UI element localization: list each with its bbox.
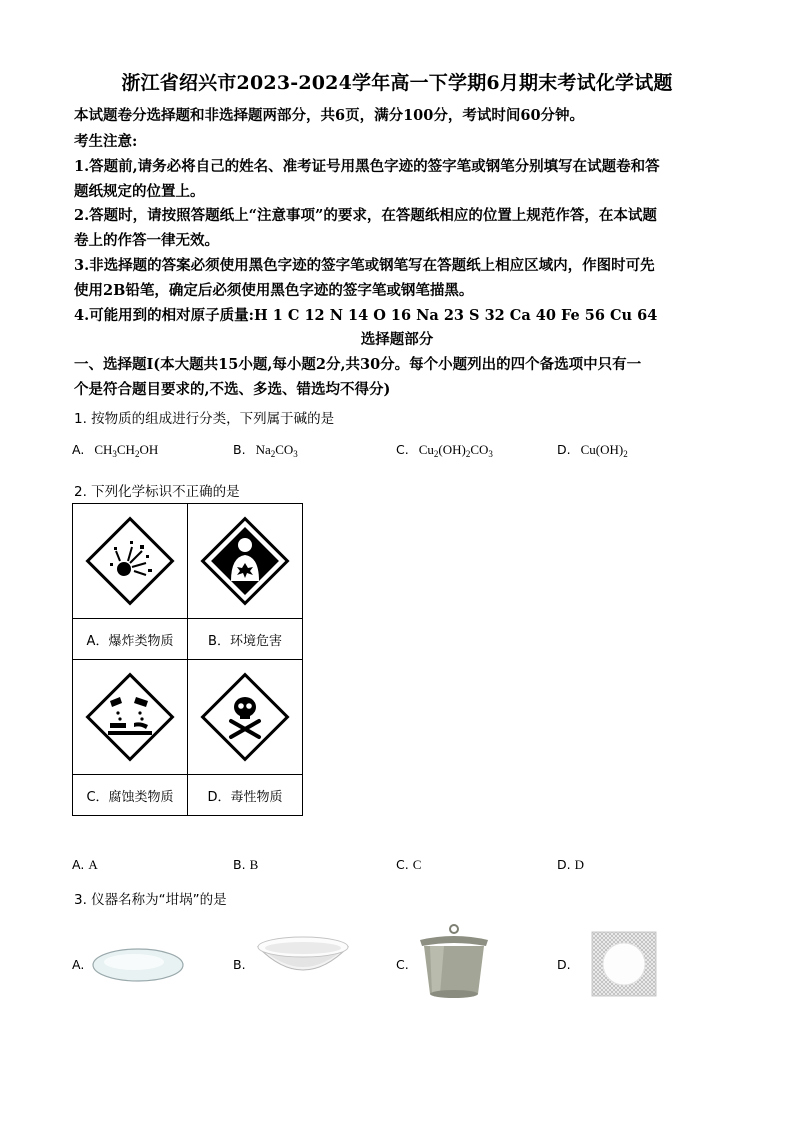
option-label: B. bbox=[233, 857, 246, 872]
q1-option-b[interactable] bbox=[233, 442, 298, 459]
q2-option-d[interactable] bbox=[557, 857, 584, 873]
option-text: D bbox=[574, 857, 584, 872]
hazard-caption-c: C．腐蚀类物质 bbox=[73, 775, 188, 816]
watch-glass-icon bbox=[90, 945, 186, 985]
hazard-symbol-table bbox=[72, 503, 303, 816]
explosive-icon bbox=[73, 504, 188, 619]
option-label: A. bbox=[72, 857, 85, 872]
section-instructions: 个是符合题目要求的,不选、多选、错选均不得分) bbox=[74, 381, 391, 398]
option-formula: $Cu(OH)_2$ bbox=[580, 442, 628, 459]
q2-option-b[interactable] bbox=[233, 857, 258, 873]
question-1-stem: 1. 按物质的组成进行分类，下列属于碱的是 bbox=[74, 411, 335, 427]
evaporating-dish-icon bbox=[254, 933, 352, 991]
q1-option-d[interactable] bbox=[557, 442, 628, 459]
q2-option-a[interactable] bbox=[72, 857, 98, 873]
notice-heading: 考生注意: bbox=[74, 133, 138, 150]
option-text: A bbox=[88, 857, 98, 872]
page-title: 浙江省绍兴市2023-2024学年高一下学期6月期末考试化学试题 bbox=[121, 72, 673, 94]
option-formula: $Cu_2(OH)_2CO_3$ bbox=[418, 442, 493, 459]
question-2-stem: 2. 下列化学标识不正确的是 bbox=[74, 484, 240, 500]
q1-option-a[interactable] bbox=[72, 442, 158, 459]
notice-line: 3.非选择题的答案必须使用黑色字迹的签字笔或钢笔写在答题纸上相应区域内，作图时可先 bbox=[74, 257, 655, 274]
option-text: C bbox=[412, 857, 422, 872]
question-3-stem: 3. 仪器名称为“坩埚”的是 bbox=[74, 892, 227, 908]
option-label: C. bbox=[396, 857, 409, 872]
option-formula: $Na_2CO_3$ bbox=[255, 442, 298, 459]
option-label: D. bbox=[557, 442, 571, 457]
notice-line: 1.答题前,请务必将自己的姓名、准考证号用黑色字迹的签字笔或钢笔分别填写在试题卷和答 bbox=[74, 158, 660, 175]
corrosive-icon bbox=[73, 660, 188, 775]
q3-option-b[interactable] bbox=[233, 957, 256, 973]
health-hazard-icon bbox=[188, 504, 303, 619]
option-label: D. bbox=[557, 957, 571, 972]
option-label: C. bbox=[396, 957, 409, 972]
option-label: D. bbox=[557, 857, 571, 872]
notice-line: 使用2B铅笔，确定后必须使用黑色字迹的签字笔或钢笔描黑。 bbox=[74, 282, 474, 299]
q2-option-c[interactable] bbox=[396, 857, 421, 873]
notice-line: 2.答题时，请按照答题纸上“注意事项”的要求，在答题纸相应的位置上规范作答，在本试题 bbox=[74, 207, 657, 224]
atomic-mass-line: 4.可能用到的相对原子质量:H 1 C 12 N 14 O 16 Na 23 S 32 Ca 40 Fe 56 Cu 64 bbox=[74, 307, 658, 324]
asbestos-gauze-icon bbox=[590, 930, 658, 998]
option-formula: $CH_3CH_2OH$ bbox=[94, 442, 159, 459]
notice-line: 题纸规定的位置上。 bbox=[74, 183, 205, 200]
intro-text: 本试题卷分选择题和非选择题两部分，共6页，满分100分，考试时间60分钟。 bbox=[74, 107, 585, 124]
crucible-icon bbox=[414, 922, 494, 1002]
option-label: B. bbox=[233, 957, 246, 972]
option-label: B. bbox=[233, 442, 246, 457]
skull-crossbones-icon bbox=[188, 660, 303, 775]
option-label: C. bbox=[396, 442, 409, 457]
hazard-caption-a: A．爆炸类物质 bbox=[73, 619, 188, 660]
hazard-caption-b: B．环境危害 bbox=[188, 619, 303, 660]
q1-option-c[interactable] bbox=[396, 442, 493, 459]
notice-line: 卷上的作答一律无效。 bbox=[74, 232, 219, 249]
hazard-caption-d: D．毒性物质 bbox=[188, 775, 303, 816]
q3-option-d[interactable] bbox=[557, 957, 581, 973]
section-title: 选择题部分 bbox=[360, 331, 434, 348]
option-label: A. bbox=[72, 957, 85, 972]
section-instructions: 一、选择题Ⅰ(本大题共15小题,每小题2分,共30分。每个小题列出的四个备选项中只有一 bbox=[74, 356, 642, 373]
option-text: B bbox=[249, 857, 259, 872]
option-label: A. bbox=[72, 442, 85, 457]
